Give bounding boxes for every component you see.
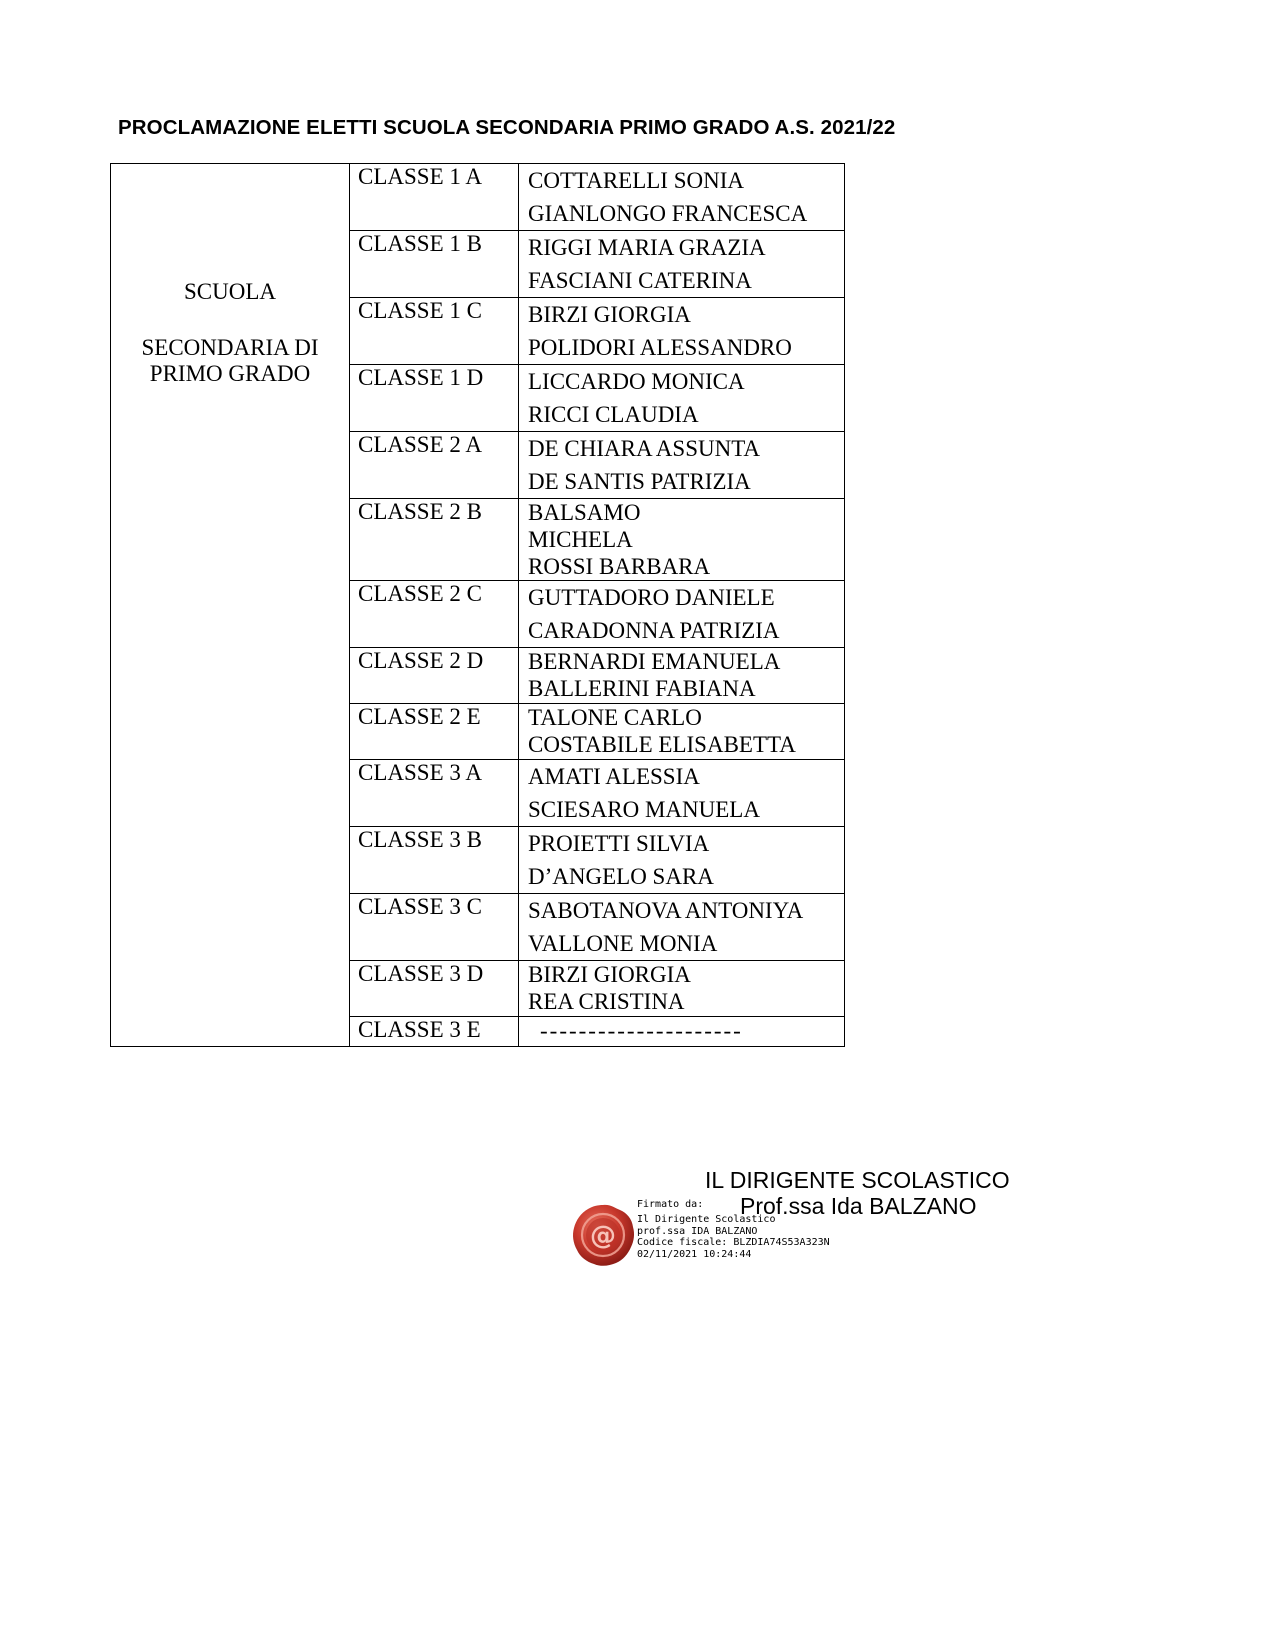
elected-name: DE SANTIS PATRIZIA [528, 469, 751, 494]
names-cell [519, 894, 845, 961]
elected-name: BERNARDI EMANUELA [528, 649, 781, 674]
names-cell [519, 298, 845, 365]
names-cell [519, 1017, 845, 1047]
elected-name: SABOTANOVA ANTONIYA [528, 898, 804, 923]
names-cell [519, 827, 845, 894]
elected-name: BALLERINI FABIANA [528, 676, 756, 701]
signature-role: IL DIRIGENTE SCOLASTICO [705, 1167, 1010, 1193]
elected-name: COSTABILE ELISABETTA [528, 732, 796, 757]
elected-name: BALSAMO [528, 500, 641, 525]
stamp-line: Codice fiscale: BLZDIA74S53A323N [637, 1237, 830, 1248]
school-label-line2: SECONDARIA DI PRIMO GRADO [141, 335, 319, 386]
elected-name: BIRZI GIORGIA [528, 962, 691, 987]
stamp-line: 02/11/2021 10:24:44 [637, 1248, 752, 1260]
class-cell: CLASSE 1 D [350, 365, 519, 432]
elected-name: VALLONE MONIA [528, 931, 718, 956]
class-cell: CLASSE 3 E [350, 1017, 519, 1047]
names-cell [519, 648, 845, 704]
elected-name: BIRZI GIORGIA [528, 302, 691, 327]
names-cell [519, 961, 845, 1017]
names-cell [519, 164, 845, 231]
names-cell [519, 760, 845, 827]
class-cell: CLASSE 3 A [350, 760, 519, 827]
signature-name: Prof.ssa Ida BALZANO [740, 1193, 977, 1219]
names-cell [519, 432, 845, 499]
elected-name: DE CHIARA ASSUNTA [528, 436, 761, 461]
names-cell [519, 499, 845, 581]
elected-name: AMATI ALESSIA [528, 764, 700, 789]
class-cell: CLASSE 2 D [350, 648, 519, 704]
class-cell: CLASSE 3 B [350, 827, 519, 894]
document-title: PROCLAMAZIONE ELETTI SCUOLA SECONDARIA PRIMO GRADO A.S. 2021/22 [118, 116, 896, 139]
elected-name: MICHELA [528, 527, 633, 552]
elected-table [110, 163, 845, 1047]
elected-name: POLIDORI ALESSANDRO [528, 335, 792, 360]
names-cell [519, 365, 845, 432]
table-body [111, 164, 845, 1047]
table-row [111, 164, 845, 231]
school-label-line1: SCUOLA [183, 279, 276, 304]
elected-name: FASCIANI CATERINA [528, 268, 752, 293]
seal-at-symbol: @ [590, 1221, 616, 1251]
elected-name: TALONE CARLO [528, 705, 702, 730]
class-cell: CLASSE 1 B [350, 231, 519, 298]
elected-name: RICCI CLAUDIA [528, 402, 699, 427]
class-cell: CLASSE 2 C [350, 581, 519, 648]
names-cell [519, 231, 845, 298]
elected-name: RIGGI MARIA GRAZIA [528, 235, 766, 260]
class-cell: CLASSE 3 D [350, 961, 519, 1017]
stamp-line: Il Dirigente Scolastico [637, 1214, 776, 1225]
elected-name: CARADONNA PATRIZIA [528, 618, 780, 643]
class-cell: CLASSE 2 A [350, 432, 519, 499]
wax-seal-icon [570, 1202, 636, 1268]
elected-name: GUTTADORO DANIELE [528, 585, 775, 610]
school-cell [111, 164, 350, 1047]
signed-by-label: Firmato da: [637, 1199, 704, 1210]
elected-name: D’ANGELO SARA [528, 864, 714, 889]
names-cell [519, 704, 845, 760]
stamp-line: prof.ssa IDA BALZANO [637, 1225, 758, 1237]
elected-name: LICCARDO MONICA [528, 369, 745, 394]
digital-signature-stamp [637, 1214, 830, 1260]
elected-name: ROSSI BARBARA [528, 554, 711, 579]
class-cell: CLASSE 2 B [350, 499, 519, 581]
names-cell [519, 581, 845, 648]
class-cell: CLASSE 2 E [350, 704, 519, 760]
elected-name: --------------------- [540, 1018, 743, 1043]
elected-name: PROIETTI SILVIA [528, 831, 710, 856]
elected-name: GIANLONGO FRANCESCA [528, 201, 808, 226]
class-cell: CLASSE 1 C [350, 298, 519, 365]
class-cell: CLASSE 3 C [350, 894, 519, 961]
elected-name: SCIESARO MANUELA [528, 797, 760, 822]
elected-name: COTTARELLI SONIA [528, 168, 744, 193]
class-cell: CLASSE 1 A [350, 164, 519, 231]
elected-name: REA CRISTINA [528, 989, 685, 1014]
